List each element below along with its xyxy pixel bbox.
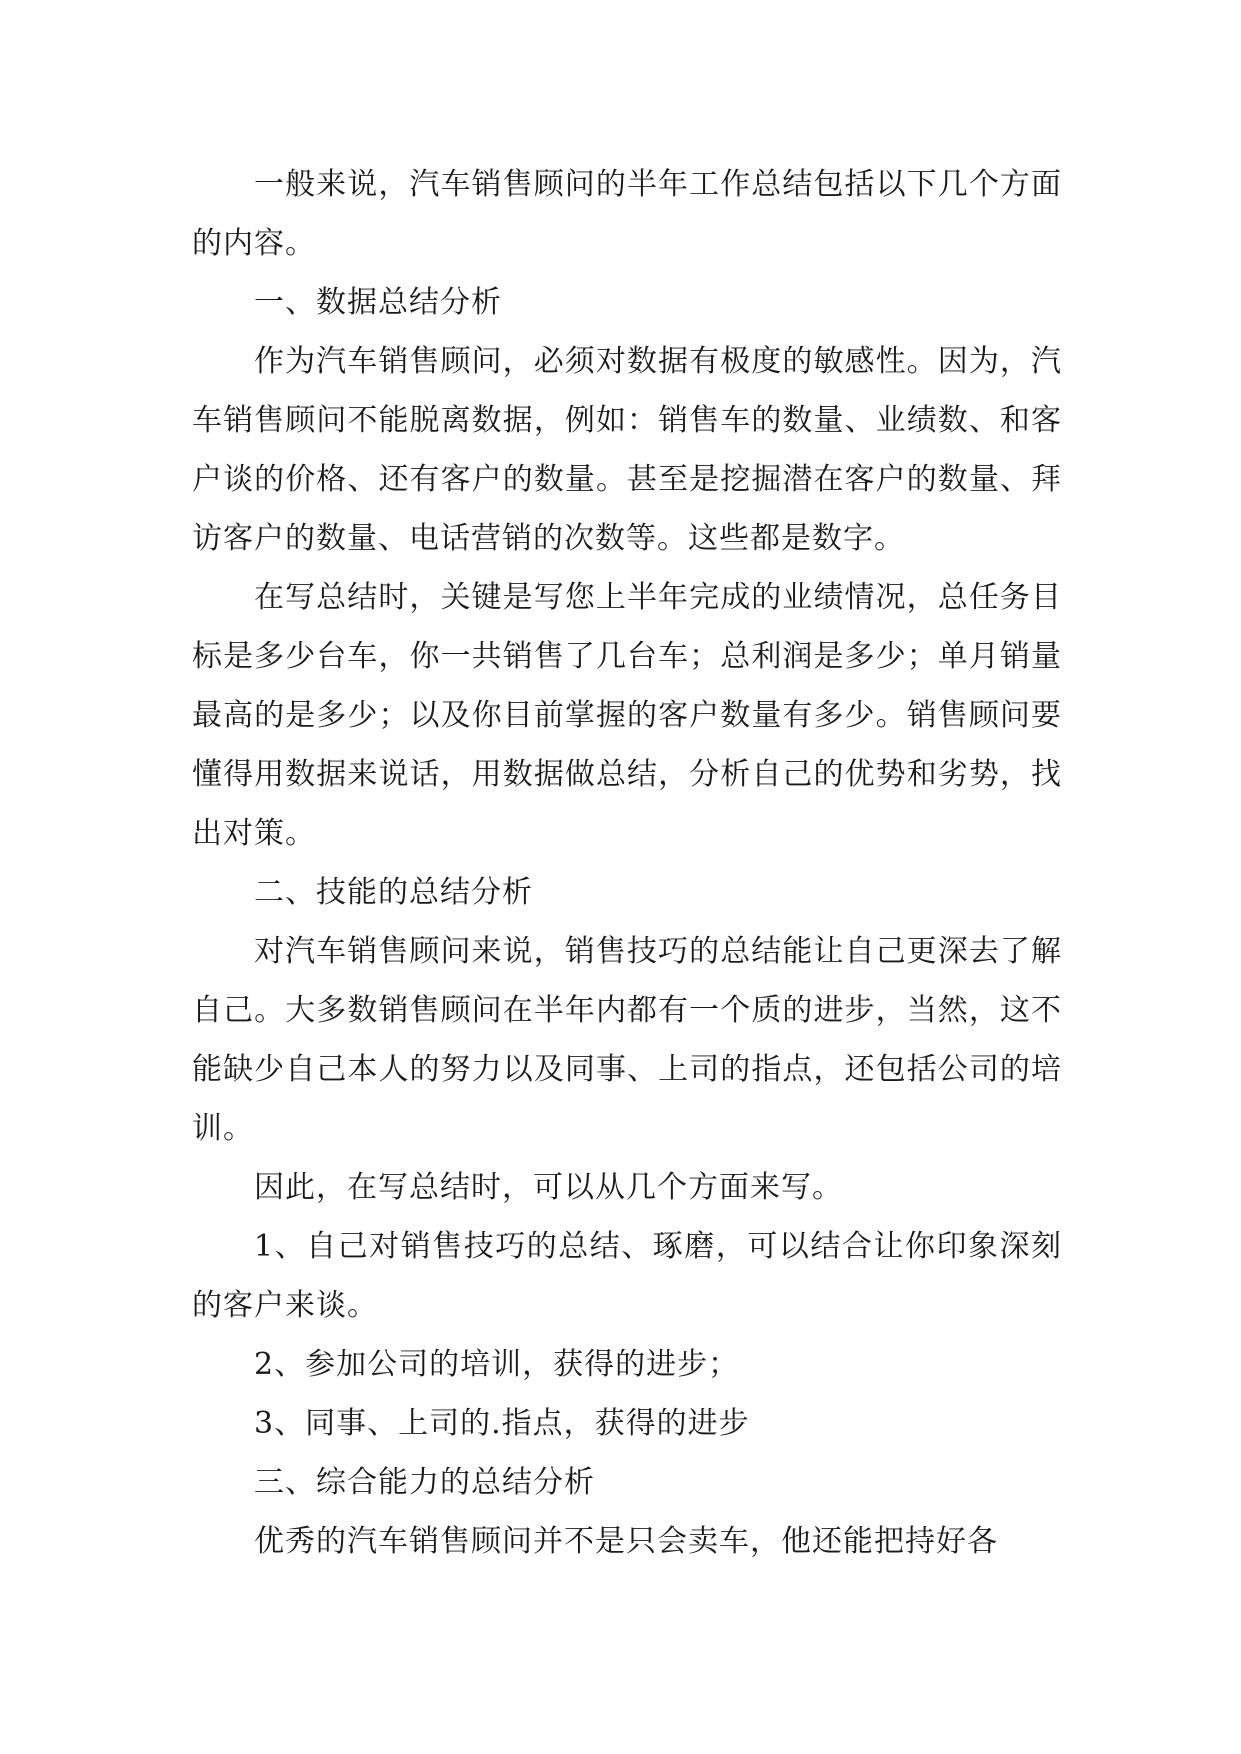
paragraph-data-sensitivity: 作为汽车销售顾问，必须对数据有极度的敏感性。因为，汽车销售顾问不能脱离数据，例如：销售车的数量、业绩数、和客户谈的价格、还有客户的数量。甚至是挖掘潜在客户的数量、拜访客户的数量、电话营销的次数等。这些都是数字。 [192,344,1062,556]
section-heading-skills: 二、技能的总结分析 [254,875,533,910]
paragraph-comprehensive: 优秀的汽车销售顾问并不是只会卖车，他还能把持好各 [254,1524,998,1559]
section-heading-comprehensive: 三、综合能力的总结分析 [254,1465,595,1500]
list-item-3: 3、同事、上司的.指点，获得的进步 [254,1406,750,1441]
paragraph-skills: 对汽车销售顾问来说，销售技巧的总结能让自己更深去了解自己。大多数销售顾问在半年内都有一个质的进步，当然，这不能缺少自己本人的努力以及同事、上司的指点，还包括公司的培训。 [192,934,1062,1146]
paragraph-therefore: 因此，在写总结时，可以从几个方面来写。 [254,1170,843,1205]
paragraph-intro: 一般来说，汽车销售顾问的半年工作总结包括以下几个方面的内容。 [192,167,1062,261]
paragraph-data-writing: 在写总结时，关键是写您上半年完成的业绩情况，总任务目标是多少台车，你一共销售了几台车；总利润是多少；单月销量最高的是多少；以及你目前掌握的客户数量有多少。销售顾问要懂得用数据来说话，用数据做总结，分析自己的优势和劣势，找出对策。 [192,580,1062,851]
section-heading-data: 一、数据总结分析 [254,285,502,320]
list-item-2: 2、参加公司的培训，获得的进步； [254,1347,740,1382]
document-body [192,155,1062,1571]
list-item-1: 1、自己对销售技巧的总结、琢磨，可以结合让你印象深刻的客户来谈。 [192,1229,1062,1323]
